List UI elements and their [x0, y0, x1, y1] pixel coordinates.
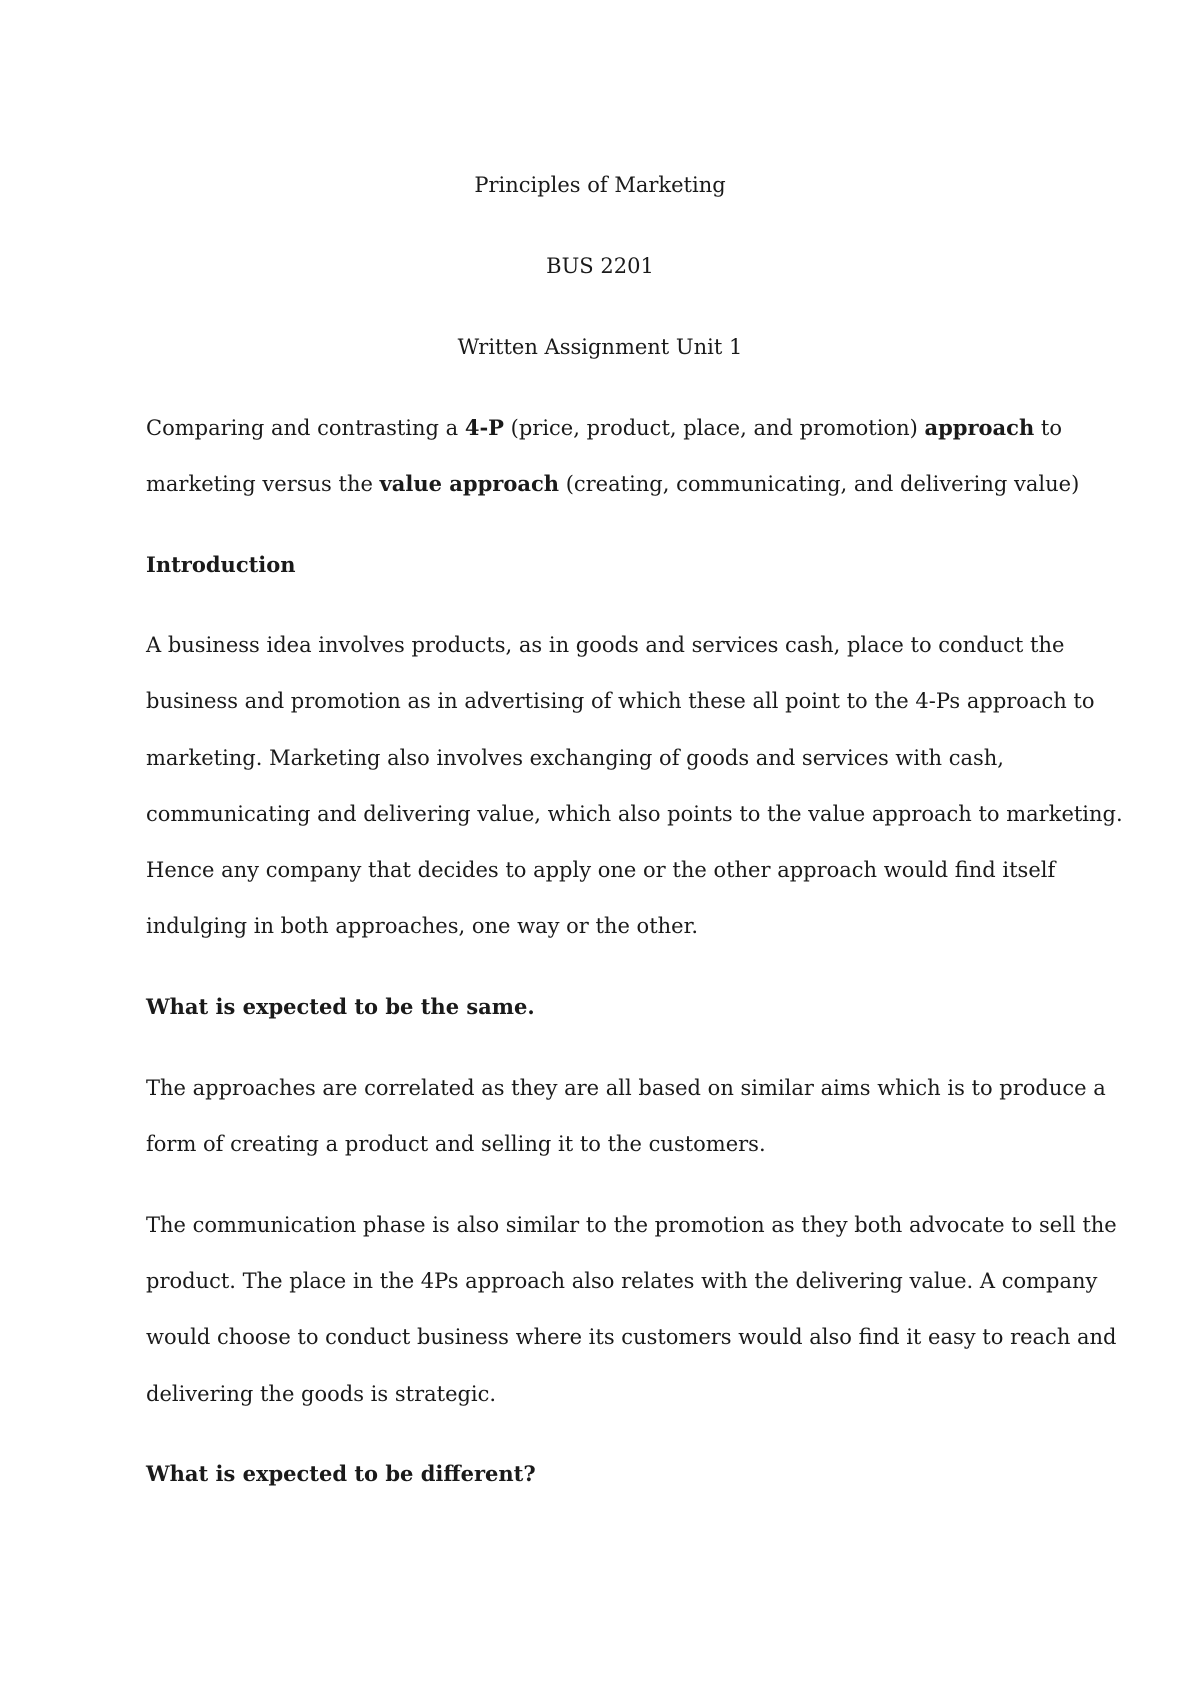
intro-line: marketing. Marketing also involves exchanging of goods and services with cash, — [146, 746, 1004, 770]
same-paragraph-2-line: would choose to conduct business where its customers would also find it easy to reach and — [146, 1325, 1117, 1349]
same-paragraph-1-line: form of creating a product and selling it to the customers. — [146, 1132, 766, 1156]
topic-line-2: marketing versus the value approach (creating, communicating, and delivering value) — [146, 471, 1080, 496]
course-code: BUS 2201 — [546, 254, 654, 278]
topic-line-1: Comparing and contrasting a 4-P (price, product, place, and promotion) approach to — [146, 415, 1062, 440]
same-paragraph-2-line: The communication phase is also similar to the promotion as they both advocate to sell the — [146, 1213, 1117, 1237]
intro-line: indulging in both approaches, one way or the other. — [146, 914, 698, 938]
same-paragraph-1-line: The approaches are correlated as they are all based on similar aims which is to produce a — [146, 1076, 1106, 1100]
introduction-heading: Introduction — [146, 552, 296, 577]
same-paragraph-2-line: product. The place in the 4Ps approach also relates with the delivering value. A company — [146, 1269, 1098, 1293]
document-title: Principles of Marketing — [474, 173, 726, 197]
intro-line: business and promotion as in advertising of which these all point to the 4-Ps approach to — [146, 689, 1095, 713]
intro-line: Hence any company that decides to apply one or the other approach would find itself — [146, 858, 1056, 882]
assignment-title: Written Assignment Unit 1 — [457, 335, 743, 359]
intro-line: A business idea involves products, as in goods and services cash, place to conduct the — [146, 633, 1065, 657]
same-paragraph-2-line: delivering the goods is strategic. — [146, 1382, 497, 1406]
intro-line: communicating and delivering value, which also points to the value approach to marketing. — [146, 802, 1123, 826]
different-heading: What is expected to be different? — [146, 1461, 536, 1486]
same-heading: What is expected to be the same. — [146, 994, 535, 1019]
